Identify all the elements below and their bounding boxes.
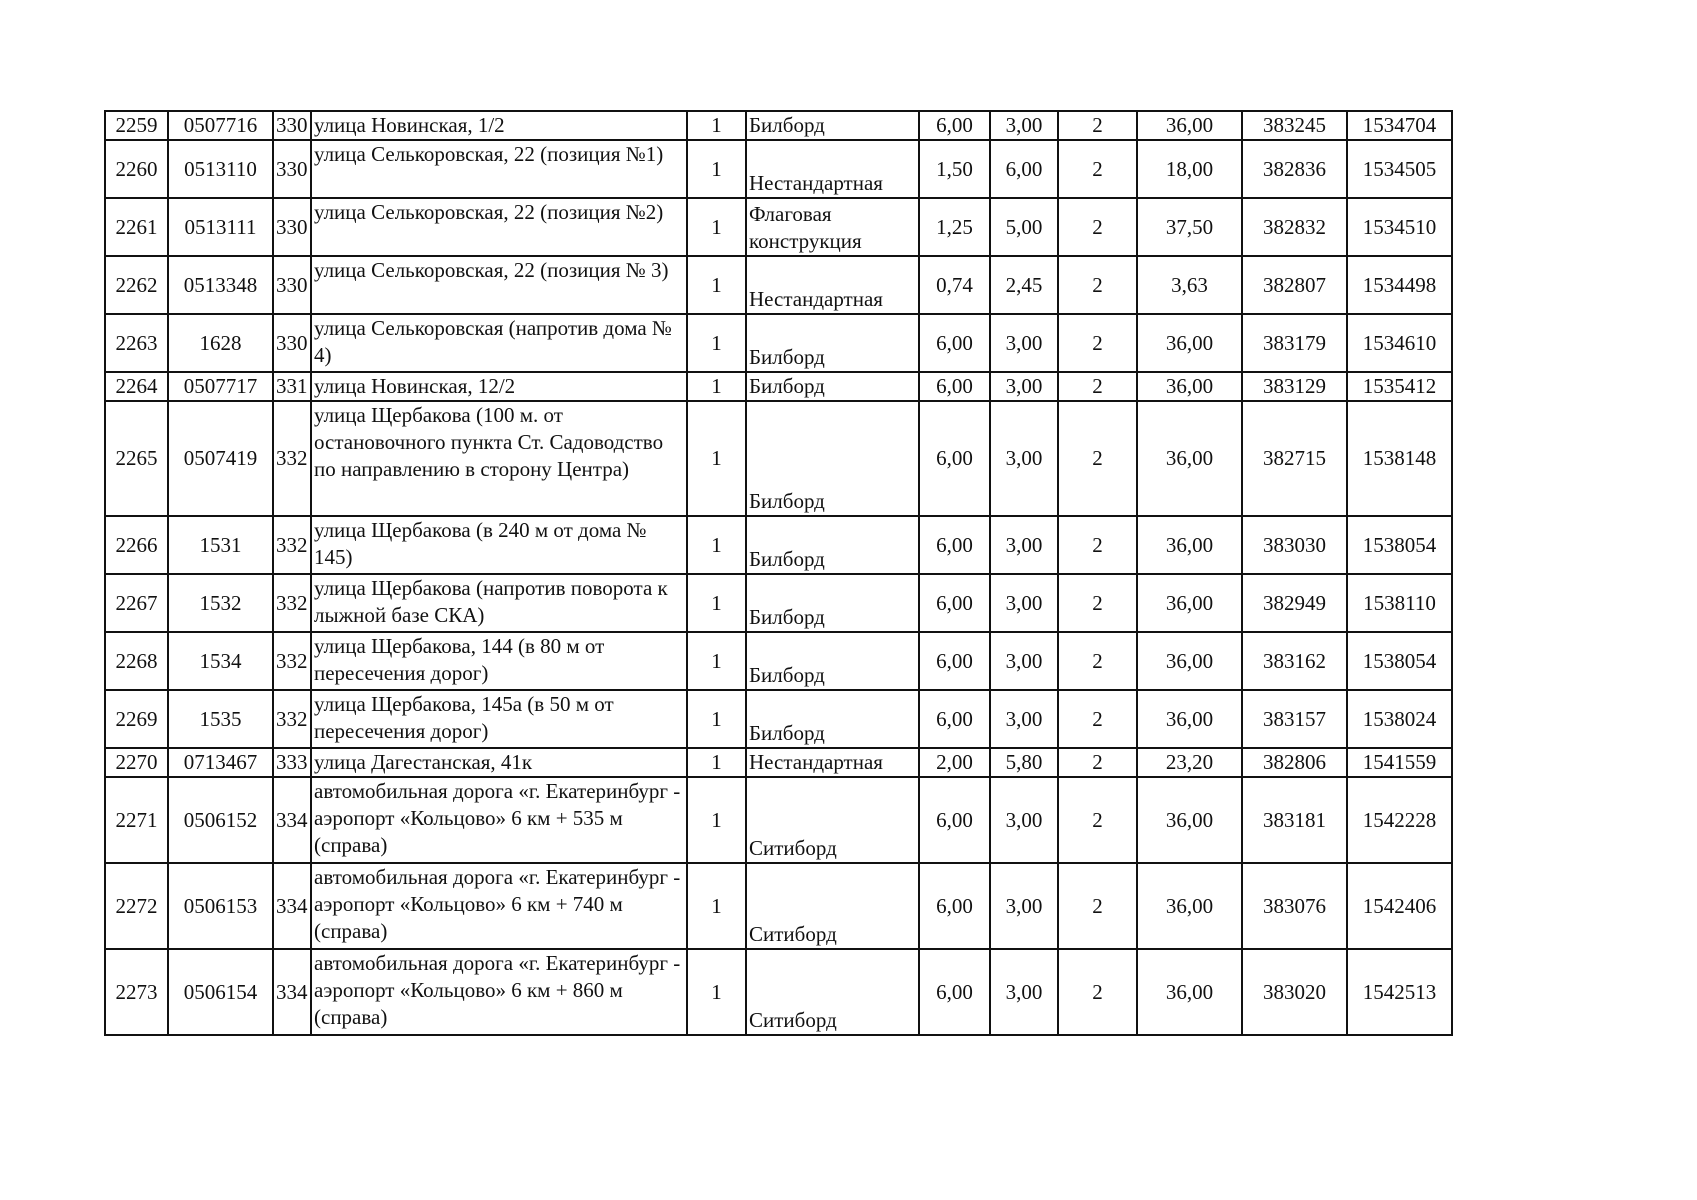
area-cell: 36,00 [1137, 372, 1242, 401]
sides-cell: 2 [1058, 372, 1137, 401]
structure-id-cell: 0513110 [168, 140, 273, 198]
structure-id-cell: 0513111 [168, 198, 273, 256]
area-cell: 36,00 [1137, 111, 1242, 140]
table-row [105, 111, 1452, 140]
coord-x-cell: 383030 [1242, 516, 1347, 574]
quantity-cell: 1 [687, 401, 746, 516]
area-cell: 36,00 [1137, 777, 1242, 863]
zone-code-cell: 330 [273, 111, 311, 140]
coord-y-cell: 1542228 [1347, 777, 1452, 863]
coord-y-cell: 1534704 [1347, 111, 1452, 140]
table-row [105, 632, 1452, 690]
quantity-cell: 1 [687, 314, 746, 372]
table-row [105, 314, 1452, 372]
sides-cell: 2 [1058, 690, 1137, 748]
area-cell: 3,63 [1137, 256, 1242, 314]
row-number-cell: 2261 [105, 198, 168, 256]
structure-id-cell: 0506153 [168, 863, 273, 949]
sides-cell: 2 [1058, 401, 1137, 516]
zone-code-cell: 330 [273, 314, 311, 372]
address-cell: улица Щербакова, 145а (в 50 м от пересечения дорог) [311, 690, 687, 748]
sides-cell: 2 [1058, 777, 1137, 863]
structure-type-cell: Билборд [746, 314, 919, 372]
table-row [105, 401, 1452, 516]
structure-id-cell: 1535 [168, 690, 273, 748]
coord-y-cell: 1535412 [1347, 372, 1452, 401]
width-cell: 6,00 [919, 111, 990, 140]
table-row [105, 863, 1452, 949]
structure-id-cell: 1628 [168, 314, 273, 372]
row-number-cell: 2259 [105, 111, 168, 140]
address-cell: улица Щербакова (100 м. от остановочного пункта Ст. Садоводство по направлению в сторону Центра) [311, 401, 687, 516]
zone-code-cell: 330 [273, 256, 311, 314]
coord-x-cell: 382836 [1242, 140, 1347, 198]
width-cell: 6,00 [919, 314, 990, 372]
area-cell: 36,00 [1137, 314, 1242, 372]
width-cell: 6,00 [919, 863, 990, 949]
sides-cell: 2 [1058, 111, 1137, 140]
height-cell: 3,00 [990, 863, 1058, 949]
structure-type-cell: Флаговая конструкция [746, 198, 919, 256]
row-number-cell: 2263 [105, 314, 168, 372]
address-cell: автомобильная дорога «г. Екатеринбург - аэропорт «Кольцово» 6 км + 535 м (справа) [311, 777, 687, 863]
row-number-cell: 2271 [105, 777, 168, 863]
coord-y-cell: 1538054 [1347, 632, 1452, 690]
area-cell: 36,00 [1137, 574, 1242, 632]
quantity-cell: 1 [687, 574, 746, 632]
sides-cell: 2 [1058, 863, 1137, 949]
structure-type-cell: Ситиборд [746, 949, 919, 1035]
table-row [105, 949, 1452, 1035]
coord-y-cell: 1534498 [1347, 256, 1452, 314]
height-cell: 5,80 [990, 748, 1058, 777]
quantity-cell: 1 [687, 140, 746, 198]
row-number-cell: 2269 [105, 690, 168, 748]
row-number-cell: 2264 [105, 372, 168, 401]
zone-code-cell: 334 [273, 777, 311, 863]
structure-type-cell: Билборд [746, 574, 919, 632]
width-cell: 6,00 [919, 777, 990, 863]
coord-y-cell: 1534510 [1347, 198, 1452, 256]
zone-code-cell: 332 [273, 574, 311, 632]
coord-x-cell: 383181 [1242, 777, 1347, 863]
address-cell: улица Селькоровская, 22 (позиция №1) [311, 140, 687, 198]
structure-id-cell: 1534 [168, 632, 273, 690]
width-cell: 2,00 [919, 748, 990, 777]
structure-id-cell: 0506152 [168, 777, 273, 863]
coord-x-cell: 382806 [1242, 748, 1347, 777]
address-cell: улица Щербакова (напротив поворота к лыжной базе СКА) [311, 574, 687, 632]
height-cell: 3,00 [990, 777, 1058, 863]
quantity-cell: 1 [687, 949, 746, 1035]
area-cell: 36,00 [1137, 401, 1242, 516]
structure-type-cell: Билборд [746, 516, 919, 574]
quantity-cell: 1 [687, 748, 746, 777]
structure-type-cell: Билборд [746, 401, 919, 516]
structure-type-cell: Ситиборд [746, 777, 919, 863]
structure-type-cell: Ситиборд [746, 863, 919, 949]
height-cell: 3,00 [990, 632, 1058, 690]
sides-cell: 2 [1058, 574, 1137, 632]
zone-code-cell: 331 [273, 372, 311, 401]
coord-x-cell: 383245 [1242, 111, 1347, 140]
coord-y-cell: 1534610 [1347, 314, 1452, 372]
zone-code-cell: 332 [273, 401, 311, 516]
quantity-cell: 1 [687, 777, 746, 863]
area-cell: 36,00 [1137, 632, 1242, 690]
coord-x-cell: 382832 [1242, 198, 1347, 256]
row-number-cell: 2267 [105, 574, 168, 632]
row-number-cell: 2265 [105, 401, 168, 516]
coord-y-cell: 1542513 [1347, 949, 1452, 1035]
coord-x-cell: 383157 [1242, 690, 1347, 748]
structure-id-cell: 0506154 [168, 949, 273, 1035]
width-cell: 6,00 [919, 516, 990, 574]
coord-y-cell: 1538110 [1347, 574, 1452, 632]
coord-y-cell: 1542406 [1347, 863, 1452, 949]
height-cell: 3,00 [990, 401, 1058, 516]
width-cell: 6,00 [919, 949, 990, 1035]
zone-code-cell: 334 [273, 949, 311, 1035]
address-cell: улица Щербакова, 144 (в 80 м от пересечения дорог) [311, 632, 687, 690]
structure-id-cell: 0507419 [168, 401, 273, 516]
structure-id-cell: 0507717 [168, 372, 273, 401]
coord-x-cell: 383129 [1242, 372, 1347, 401]
height-cell: 5,00 [990, 198, 1058, 256]
table-row [105, 256, 1452, 314]
table-row [105, 140, 1452, 198]
width-cell: 1,50 [919, 140, 990, 198]
table-row [105, 372, 1452, 401]
coord-y-cell: 1538054 [1347, 516, 1452, 574]
row-number-cell: 2260 [105, 140, 168, 198]
structure-type-cell: Нестандартная [746, 256, 919, 314]
coord-x-cell: 382949 [1242, 574, 1347, 632]
sides-cell: 2 [1058, 632, 1137, 690]
coord-x-cell: 383162 [1242, 632, 1347, 690]
row-number-cell: 2262 [105, 256, 168, 314]
structure-type-cell: Билборд [746, 690, 919, 748]
coord-y-cell: 1541559 [1347, 748, 1452, 777]
address-cell: улица Селькоровская, 22 (позиция № 3) [311, 256, 687, 314]
coord-y-cell: 1538024 [1347, 690, 1452, 748]
sides-cell: 2 [1058, 516, 1137, 574]
zone-code-cell: 333 [273, 748, 311, 777]
coord-x-cell: 382807 [1242, 256, 1347, 314]
width-cell: 1,25 [919, 198, 990, 256]
zone-code-cell: 330 [273, 198, 311, 256]
table-body [105, 111, 1452, 1035]
structure-id-cell: 0513348 [168, 256, 273, 314]
height-cell: 3,00 [990, 516, 1058, 574]
quantity-cell: 1 [687, 690, 746, 748]
sides-cell: 2 [1058, 748, 1137, 777]
sides-cell: 2 [1058, 314, 1137, 372]
address-cell: улица Дагестанская, 41к [311, 748, 687, 777]
width-cell: 6,00 [919, 632, 990, 690]
table-row [105, 574, 1452, 632]
zone-code-cell: 332 [273, 632, 311, 690]
coord-y-cell: 1534505 [1347, 140, 1452, 198]
quantity-cell: 1 [687, 863, 746, 949]
table-row [105, 198, 1452, 256]
structure-id-cell: 1531 [168, 516, 273, 574]
width-cell: 0,74 [919, 256, 990, 314]
height-cell: 3,00 [990, 949, 1058, 1035]
address-cell: улица Селькоровская (напротив дома № 4) [311, 314, 687, 372]
coord-x-cell: 382715 [1242, 401, 1347, 516]
address-cell: улица Новинская, 1/2 [311, 111, 687, 140]
height-cell: 6,00 [990, 140, 1058, 198]
quantity-cell: 1 [687, 111, 746, 140]
width-cell: 6,00 [919, 690, 990, 748]
address-cell: улица Новинская, 12/2 [311, 372, 687, 401]
area-cell: 36,00 [1137, 690, 1242, 748]
quantity-cell: 1 [687, 198, 746, 256]
area-cell: 36,00 [1137, 949, 1242, 1035]
address-cell: автомобильная дорога «г. Екатеринбург - аэропорт «Кольцово» 6 км + 860 м (справа) [311, 949, 687, 1035]
height-cell: 3,00 [990, 314, 1058, 372]
height-cell: 3,00 [990, 111, 1058, 140]
structure-type-cell: Билборд [746, 372, 919, 401]
quantity-cell: 1 [687, 516, 746, 574]
row-number-cell: 2270 [105, 748, 168, 777]
structure-type-cell: Билборд [746, 632, 919, 690]
quantity-cell: 1 [687, 632, 746, 690]
height-cell: 3,00 [990, 574, 1058, 632]
coord-x-cell: 383179 [1242, 314, 1347, 372]
row-number-cell: 2268 [105, 632, 168, 690]
structure-id-cell: 0507716 [168, 111, 273, 140]
area-cell: 36,00 [1137, 863, 1242, 949]
quantity-cell: 1 [687, 372, 746, 401]
row-number-cell: 2266 [105, 516, 168, 574]
area-cell: 36,00 [1137, 516, 1242, 574]
height-cell: 2,45 [990, 256, 1058, 314]
sides-cell: 2 [1058, 140, 1137, 198]
coord-y-cell: 1538148 [1347, 401, 1452, 516]
sides-cell: 2 [1058, 198, 1137, 256]
sides-cell: 2 [1058, 949, 1137, 1035]
zone-code-cell: 330 [273, 140, 311, 198]
coord-x-cell: 383020 [1242, 949, 1347, 1035]
table-row [105, 690, 1452, 748]
structure-id-cell: 0713467 [168, 748, 273, 777]
zone-code-cell: 334 [273, 863, 311, 949]
zone-code-cell: 332 [273, 516, 311, 574]
width-cell: 6,00 [919, 372, 990, 401]
row-number-cell: 2272 [105, 863, 168, 949]
address-cell: автомобильная дорога «г. Екатеринбург - аэропорт «Кольцово» 6 км + 740 м (справа) [311, 863, 687, 949]
sides-cell: 2 [1058, 256, 1137, 314]
height-cell: 3,00 [990, 372, 1058, 401]
structure-type-cell: Нестандартная [746, 748, 919, 777]
area-cell: 37,50 [1137, 198, 1242, 256]
quantity-cell: 1 [687, 256, 746, 314]
area-cell: 23,20 [1137, 748, 1242, 777]
coord-x-cell: 383076 [1242, 863, 1347, 949]
table-row [105, 748, 1452, 777]
area-cell: 18,00 [1137, 140, 1242, 198]
address-cell: улица Щербакова (в 240 м от дома № 145) [311, 516, 687, 574]
table-row [105, 516, 1452, 574]
advertising-structures-table [104, 110, 1453, 1036]
row-number-cell: 2273 [105, 949, 168, 1035]
zone-code-cell: 332 [273, 690, 311, 748]
table-row [105, 777, 1452, 863]
width-cell: 6,00 [919, 574, 990, 632]
height-cell: 3,00 [990, 690, 1058, 748]
width-cell: 6,00 [919, 401, 990, 516]
structure-id-cell: 1532 [168, 574, 273, 632]
structure-type-cell: Нестандартная [746, 140, 919, 198]
address-cell: улица Селькоровская, 22 (позиция №2) [311, 198, 687, 256]
structure-type-cell: Билборд [746, 111, 919, 140]
